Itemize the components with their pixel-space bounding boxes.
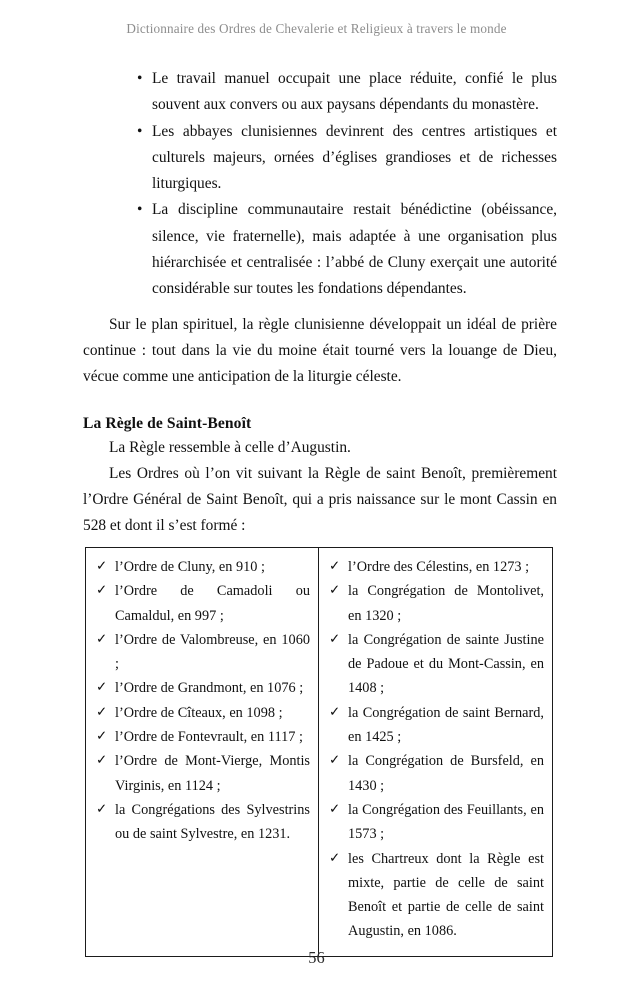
order-entry-text: l’Ordre des Célestins, en 1273 ;: [348, 559, 530, 575]
orders-table-column-right: [319, 548, 552, 956]
order-entry-text: l’Ordre de Grandmont, en 1076 ;: [115, 680, 304, 697]
order-entry-text: l’Ordre de Fontevrault, en 1117 ;: [115, 729, 303, 746]
paragraph-spiritual-rule: Sur le plan spirituel, la règle clunisienne développait un idéal de prière continue : tout dans la vie du moine était tourné vers la louange de Dieu, vécue comme une anticipation de la liturgie céleste.: [83, 315, 557, 386]
list-item-text: La discipline communautaire restait bénédictine (obéissance, silence, vie fraternelle), mais adaptée à une organisation plus hiérarchisée et centralisée : l’abbé de Cluny exerçait une autorité considérable sur toutes les fondations dépendantes.: [152, 201, 557, 298]
bullet-marker-icon: •: [137, 122, 143, 140]
order-entry-text: l’Ordre de Valombreuse, en 1060 ;: [115, 631, 310, 673]
check-icon: ✓: [329, 631, 341, 647]
page-number: 56: [308, 948, 325, 967]
check-icon: ✓: [329, 850, 341, 866]
paragraph-spacer: [83, 303, 557, 312]
paragraph-orders-lead-in: Les Ordres où l’on vit suivant la Règle de saint Benoît, premièrement l’Ordre Général de Saint Benoît, qui a pris naissance sur le mont Cassin en 528 et dont il s’est formé :: [83, 464, 557, 535]
order-entry-text: la Congrégation des Feuillants, en 1573 ;: [348, 801, 544, 843]
paragraph-regle-intro: La Règle ressemble à celle d’Augustin.: [109, 438, 351, 456]
table-row: [327, 798, 544, 847]
order-entry-text: les Chartreux dont la Règle est mixte, partie de celle de saint Benoît et partie de celle de saint Augustin, en 1086.: [348, 850, 544, 940]
running-header: Dictionnaire des Ordres de Chevalerie et Religieux à travers le monde: [126, 21, 507, 36]
table-row: [94, 798, 310, 847]
check-icon: ✓: [96, 583, 108, 599]
order-entry-text: l’Ordre de Cluny, en 910 ;: [115, 559, 265, 575]
check-icon: ✓: [329, 704, 341, 720]
table-row: [94, 676, 310, 700]
list-item: [83, 119, 557, 198]
bullet-marker-icon: •: [137, 201, 143, 219]
check-icon: ✓: [96, 801, 108, 817]
order-entry-text: la Congrégations des Sylvestrins ou de saint Sylvestre, en 1231.: [115, 801, 310, 843]
section-spacer: [83, 391, 557, 412]
check-icon: ✓: [96, 704, 108, 720]
table-row: [94, 701, 310, 725]
check-icon: ✓: [96, 729, 108, 745]
table-row: [94, 579, 310, 628]
orders-list-left: [94, 555, 310, 847]
table-row: [327, 847, 544, 944]
clunisian-features-list: [83, 66, 557, 303]
order-entry-text: la Congrégation de Bursfeld, en 1430 ;: [348, 753, 544, 794]
table-row: [94, 628, 310, 677]
order-entry-text: l’Ordre de Mont-Vierge, Montis Virginis, en 1124 ;: [115, 753, 310, 794]
table-row: [327, 555, 544, 579]
check-icon: ✓: [329, 753, 341, 769]
orders-table-column-left: [86, 548, 319, 956]
table-row: [327, 628, 544, 701]
check-icon: ✓: [329, 583, 341, 599]
bullet-marker-icon: •: [137, 70, 143, 87]
check-icon: ✓: [96, 559, 108, 574]
order-entry-text: l’Ordre de Cîteaux, en 1098 ;: [115, 704, 283, 721]
order-entry-text: la Congrégation de saint Bernard, en 1425 ;: [348, 704, 544, 746]
text-column: [83, 66, 557, 540]
check-icon: ✓: [96, 753, 108, 769]
table-row: [327, 579, 544, 628]
list-item: [83, 197, 557, 302]
orders-table: [85, 547, 553, 957]
table-row: [94, 725, 310, 749]
table-row: [327, 749, 544, 798]
section-heading-regle-saint-benoit: La Règle de Saint-Benoît: [83, 414, 252, 432]
check-icon: ✓: [329, 559, 341, 574]
list-item: [83, 66, 557, 119]
order-entry-text: l’Ordre de Camadoli ou Camaldul, en 997 ;: [115, 583, 310, 624]
order-entry-text: la Congrégation de sainte Justine de Padoue et du Mont-Cassin, en 1408 ;: [348, 631, 544, 697]
list-item-text: Les abbayes clunisiennes devinrent des centres artistiques et culturels majeurs, ornées d’églises grandioses et de richesses liturgiques.: [152, 122, 557, 193]
check-icon: ✓: [96, 680, 108, 696]
check-icon: ✓: [96, 631, 108, 647]
order-entry-text: la Congrégation de Montolivet, en 1320 ;: [348, 583, 544, 624]
table-row: [94, 749, 310, 798]
orders-list-right: [327, 555, 544, 944]
list-item-text: Le travail manuel occupait une place réduite, confié le plus souvent aux convers ou aux paysans dépendants du monastère.: [152, 70, 557, 114]
table-row: [327, 701, 544, 750]
check-icon: ✓: [329, 801, 341, 817]
table-row: [94, 555, 310, 579]
